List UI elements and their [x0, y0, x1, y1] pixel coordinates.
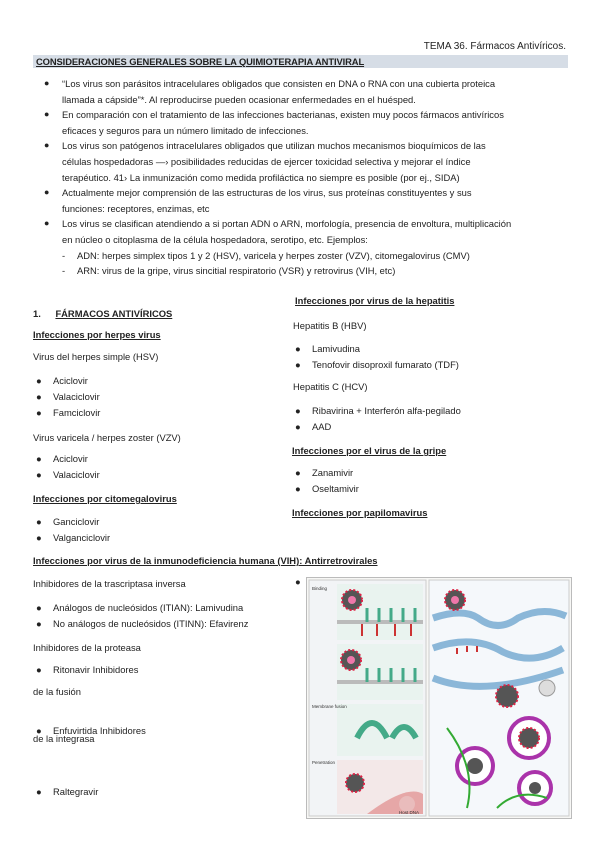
section-heading-text: FÁRMACOS ANTIVÍRICOS [55, 308, 173, 319]
drug-item: ● No análogos de nucleósidos (ITINN): Efavirenz [36, 618, 249, 629]
intro-bullet: ● Actualmente mejor comprensión de las estructuras de los virus, sus proteínas constituyentes y sus funciones: receptores, enzimas, etc [44, 187, 472, 214]
hbv-drug-list [292, 341, 459, 373]
hcv-label: Hepatitis C (HCV) [293, 381, 368, 392]
drug-item: ● Tenofovir disoproxil fumarato (TDF) [295, 359, 459, 370]
figure-label: Membrane fusion [312, 704, 347, 709]
drug-item: ● Valaciclovir [36, 391, 100, 402]
cmv-heading: Infecciones por citomegalovirus [33, 493, 177, 504]
section-title: CONSIDERACIONES GENERALES SOBRE LA QUIMIOTERAPIA ANTIVIRAL [33, 55, 568, 68]
hcv-drug-list [292, 403, 461, 435]
hbv-label: Hepatitis B (HBV) [293, 320, 367, 331]
section-heading [33, 306, 172, 321]
drug-item: ● Ribavirina + Interferón alfa-pegilado [295, 405, 461, 416]
fusion-panel [337, 704, 423, 756]
intro-bullet: ● Los virus se clasifican atendiendo a si portan ADN o ARN, morfología, presencia de envoltura, multiplicación en núcleo o citoplasma de la célula hospedadora, serotipo, etc. Ejemplos: [44, 218, 512, 245]
integrasa-label: de la integrasa [33, 733, 95, 744]
intro-sub-item: - ADN: herpes simplex tipos 1 y 2 (HSV), varicela y herpes zoster (VZV), citomegalovirus (CMV) [62, 249, 470, 261]
intro-bullet: ● Los virus son patógenos intracelulares obligados que utilizan muchos mecanismos bioquímicos de las células hospedadoras —› posibilidades reducidas de ejercer toxicidad selectiva y mejorar el índice terapéutico. 41› La inmunización como medida profiláctica no siempre es posible (por ej., SIDA) [44, 140, 486, 183]
rt-drug-list [33, 600, 248, 632]
drug-item: ● Aciclovir [36, 453, 88, 464]
vih-heading: Infecciones por virus de la inmunodeficiencia humana (VIH): Antirretrovirales [33, 555, 378, 566]
viral-entry-diagram [307, 578, 571, 818]
vzv-label: Virus varicela / herpes zoster (VZV) [33, 432, 181, 443]
flu-drug-list [292, 465, 359, 497]
drug-item: ● Raltegravir [36, 786, 99, 797]
figure-label: Penetration [312, 760, 336, 765]
cmv-drug-list [33, 514, 110, 546]
drug-item: ● Aciclovir [36, 375, 88, 386]
intro-bullet: ● En comparación con el tratamiento de las infecciones bacterianas, existen muy pocos fármacos antivíricos eficaces y seguros para un número limitado de infecciones. [44, 109, 504, 136]
drug-item: ● [295, 576, 301, 587]
drug-item: ● Ganciclovir [36, 516, 100, 527]
figure-label: Binding [312, 586, 328, 591]
drug-item: ● Valaciclovir [36, 469, 100, 480]
herpes-heading: Infecciones por herpes virus [33, 329, 161, 340]
drug-item: ● AAD [295, 421, 332, 432]
drug-item: ● Enfuvirtida Inhibidores [36, 725, 146, 736]
penetration-panel [337, 760, 423, 814]
drug-item: ● Análogos de nucleósidos (ITIAN): Lamivudina [36, 602, 244, 613]
flu-heading: Infecciones por el virus de la gripe [292, 445, 447, 456]
drug-item: ● Zanamivir [295, 467, 354, 478]
intro-bullet: ● “Los virus son parásitos intracelulares obligados que consisten en DNA o RNA con una cubierta proteica llamada a cápside”*. Al reproducirse pueden ocasionar enfermedades en el huésped. [44, 78, 496, 105]
hsv-drug-list [33, 373, 100, 421]
intro-sub-item: - ARN: virus de la gripe, virus sincitial respiratorio (VSR) y retrovirus (VIH, etc) [62, 265, 396, 277]
attachment-panel [337, 644, 423, 700]
drug-item: ● Oseltamivir [295, 483, 359, 494]
rt-label: Inhibidores de la trascriptasa inversa [33, 578, 186, 589]
hsv-label: Virus del herpes simple (HSV) [33, 351, 159, 362]
binding-panel [337, 584, 423, 640]
protease-label: Inhibidores de la proteasa [33, 642, 141, 653]
header-title: TEMA 36. Fármacos Antivíricos. [423, 41, 566, 52]
fusion-label: de la fusión [33, 686, 81, 697]
viral-entry-figure [306, 577, 572, 819]
drug-item: ● Ritonavir Inhibidores [36, 664, 139, 675]
drug-item: ● Valganciclovir [36, 532, 111, 543]
drug-item: ● Lamivudina [295, 343, 360, 354]
hpv-heading: Infecciones por papilomavirus [292, 507, 428, 518]
figure-label: Host DNA [399, 810, 420, 815]
vzv-drug-list [33, 451, 100, 483]
intro-list [42, 76, 512, 279]
section-number: 1. [33, 308, 41, 319]
drug-item: ● Famciclovir [36, 407, 101, 418]
hepatitis-heading: Infecciones por virus de la hepatitis [295, 295, 455, 306]
